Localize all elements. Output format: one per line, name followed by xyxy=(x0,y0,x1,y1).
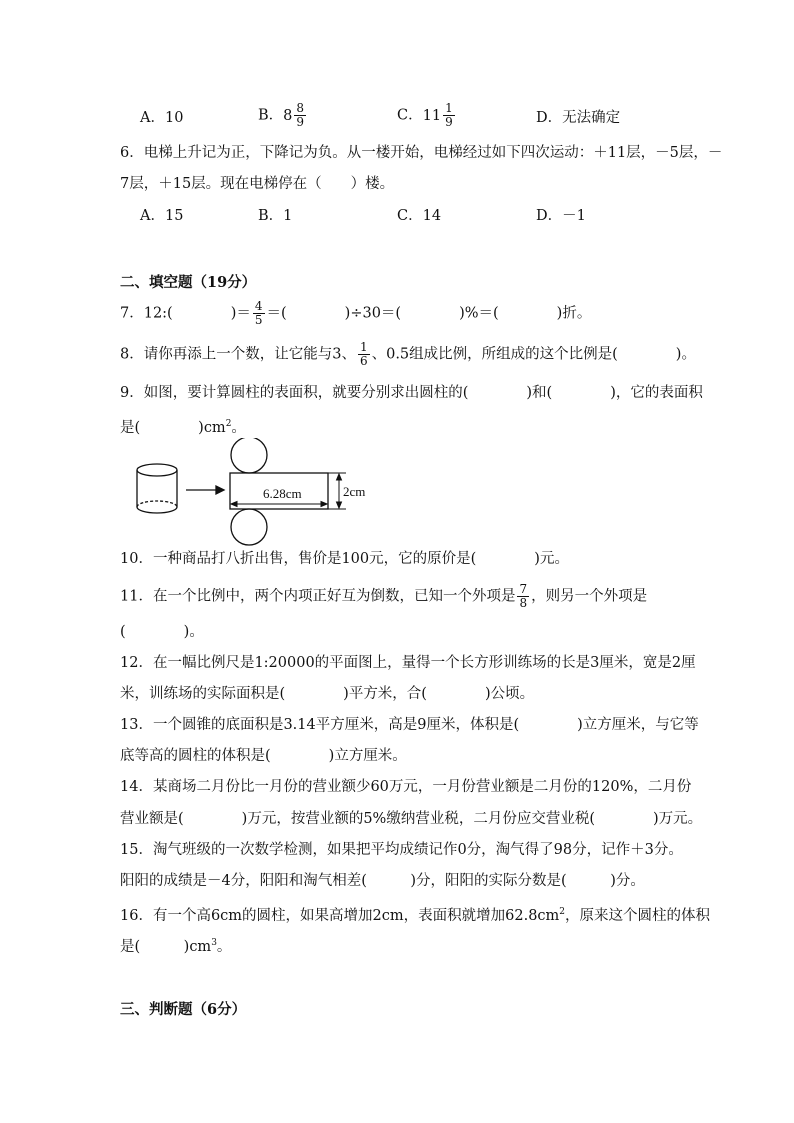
q5-c-den: 9 xyxy=(445,115,453,129)
cylinder-drawing xyxy=(137,464,177,513)
q7-post: ＝( )÷30＝( )%＝( )折。 xyxy=(266,305,592,322)
q8-pre: 8．请你再添上一个数，让它能与3、 xyxy=(120,346,356,363)
q12-line-1: 12．在一幅比例尺是1:20000的平面图上，量得一个长方形训练场的长是3厘米，宽是2厘 xyxy=(120,655,696,671)
q11-den: 8 xyxy=(519,596,528,610)
width-label: 6.28cm xyxy=(263,486,302,501)
q5-c-fraction xyxy=(443,102,455,129)
q5-c-whole: 11 xyxy=(422,107,442,124)
q11-pre: 11．在一个比例中，两个内项正好互为倒数，已知一个外项是 xyxy=(120,588,516,605)
q5-option-b-label: B． xyxy=(258,107,284,124)
q8-den: 6 xyxy=(359,354,368,368)
q11-num: 7 xyxy=(519,582,528,596)
section-heading-true-false: 三、判断题（6分） xyxy=(120,1001,247,1018)
q5-c-num: 1 xyxy=(445,101,453,115)
q11-line-2: ( )。 xyxy=(120,624,204,640)
q5-option-c-value xyxy=(423,102,457,129)
q6-option-c: C．14 xyxy=(397,208,442,224)
q8-num: 1 xyxy=(359,340,368,354)
q11-post: ，则另一个外项是 xyxy=(531,588,648,605)
q13-line-2: 底等高的圆柱的体积是( )立方厘米。 xyxy=(120,748,407,764)
q6-line-1: 6．电梯上升记为正，下降记为负。从一楼开始，电梯经过如下四次运动：＋11层，－5层，－ xyxy=(120,145,723,161)
q5-option-b-value xyxy=(283,102,308,129)
height-label: 2cm xyxy=(343,484,366,499)
top-circle xyxy=(231,438,267,473)
q12-line-2: 米，训练场的实际面积是( )平方米，合( )公顷。 xyxy=(120,686,535,702)
q7-den: 5 xyxy=(254,313,263,327)
cylinder-net-figure xyxy=(130,438,390,548)
q9-line-1: 9．如图，要计算圆柱的表面积，就要分别求出圆柱的( )和( )，它的表面积 xyxy=(120,385,703,401)
q14-line-2: 营业额是( )万元，按营业额的5%缴纳营业税，二月份应交营业税( )万元。 xyxy=(120,811,703,827)
q16-line-2-pre: 是( )cm xyxy=(120,938,212,955)
q11-line-1 xyxy=(120,583,647,610)
q7-num: 4 xyxy=(254,299,263,313)
q15-line-1: 15．淘气班级的一次数学检测，如果把平均成绩记作0分，淘气得了98分，记作＋3分。 xyxy=(120,842,683,858)
section-heading-fill-in: 二、填空题（19分） xyxy=(120,274,257,291)
q7 xyxy=(120,300,591,327)
q11-fraction xyxy=(517,583,529,610)
q7-pre: 7．12:( )＝ xyxy=(120,305,251,322)
width-dimension-arrow xyxy=(231,502,327,507)
q5-b-fraction xyxy=(294,102,306,129)
q13-line-1: 13．一个圆锥的底面积是3.14平方厘米，高是9厘米，体积是( )立方厘米，与它等 xyxy=(120,717,699,733)
q5-b-whole: 8 xyxy=(283,107,293,124)
q9-unit-exponent: 2 xyxy=(225,419,232,429)
q8 xyxy=(120,341,696,368)
q6-option-a: A．15 xyxy=(140,208,184,224)
q5-option-c xyxy=(397,102,457,129)
arrow-right-icon xyxy=(186,486,224,494)
q6-option-d: D．－1 xyxy=(536,208,586,224)
bottom-circle xyxy=(231,509,267,545)
q10: 10．一种商品打八折出售，售价是100元，它的原价是( )元。 xyxy=(120,551,569,567)
q14-line-1: 14．某商场二月份比一月份的营业额少60万元，一月份营业额是二月份的120%，二月份 xyxy=(120,779,692,795)
q16-line-2-post: 。 xyxy=(216,938,232,955)
q5-option-c-label: C． xyxy=(397,107,423,124)
q16-volume-exponent: 3 xyxy=(211,938,217,948)
q9-line-2 xyxy=(120,414,246,438)
q6-line-2: 7层，＋15层。现在电梯停在（ ）楼。 xyxy=(120,176,395,192)
q6-option-b: B．1 xyxy=(258,208,293,224)
q5-b-den: 9 xyxy=(296,115,305,129)
q7-fraction xyxy=(253,300,265,327)
q16-line-1 xyxy=(120,902,710,926)
q16-line-1-pre: 16．有一个高6cm的圆柱，如果高增加2cm，表面积就增加62.8cm xyxy=(120,907,560,924)
q9-line-2-pre: 是( )cm xyxy=(120,419,226,436)
q5-option-b xyxy=(258,102,308,129)
q15-line-2: 阳阳的成绩是－4分，阳阳和淘气相差( )分，阳阳的实际分数是( )分。 xyxy=(120,873,645,889)
q16-line-2 xyxy=(120,933,231,957)
q8-fraction xyxy=(358,341,370,368)
q5-b-num: 8 xyxy=(296,101,305,115)
q8-post: 、0.5组成比例，所组成的这个比例是( )。 xyxy=(371,346,696,363)
q16-line-1-post: ，原来这个圆柱的体积 xyxy=(565,907,711,924)
q9-line-2-post: 。 xyxy=(231,419,246,436)
q5-option-d: D．无法确定 xyxy=(536,110,621,126)
q5-option-a: A．10 xyxy=(140,110,184,126)
q16-area-exponent: 2 xyxy=(559,907,566,917)
